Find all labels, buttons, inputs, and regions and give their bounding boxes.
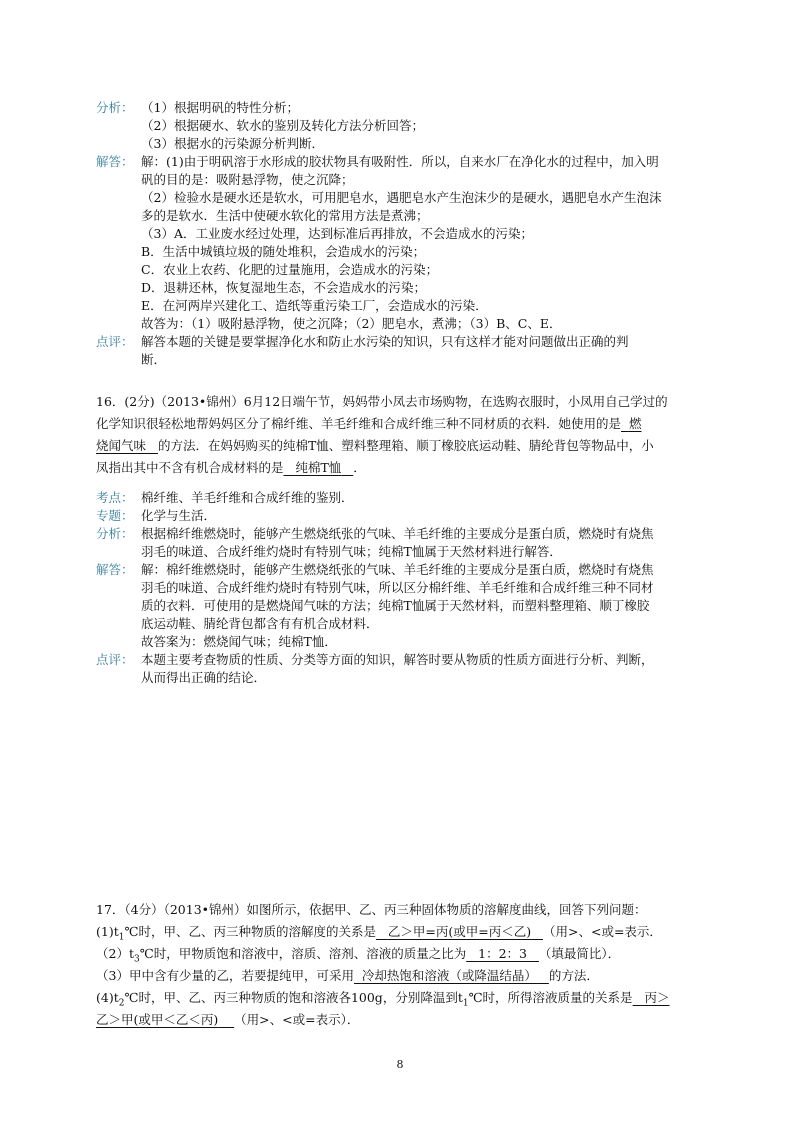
q17-part-1-subscript: 1	[118, 932, 125, 943]
analysis-label: 分析：	[96, 100, 134, 115]
q16-stem-end: ．	[353, 460, 366, 475]
q16-stem-text-3: 的方法．在妈妈购买的纯棉T恤、塑料整理箱、顺丁橡胶底运动鞋、腈纶背包等物品中，小	[157, 438, 654, 453]
q17-answer-blank-1	[376, 924, 543, 939]
q15-analysis-line-2: （2）根据硬水、软水的鉴别及转化方法分析回答；	[141, 118, 424, 133]
comment-label-2: 点评：	[96, 652, 134, 667]
q17-part-1-text: ℃时，甲、乙、丙三种物质的溶解度的关系是	[124, 924, 376, 939]
q15-answer-line-10: 故答为：（1）吸附悬浮物，使之沉降；（2）肥皂水，煮沸；（3）B、C、E．	[141, 316, 562, 331]
q15-comment-line-2: 断．	[141, 352, 167, 367]
q17-answer-blank-3-text: 冷却热饱和溶液（或降温结晶）	[361, 968, 537, 983]
q17-part-2-subscript: 3	[133, 954, 140, 965]
q15-answer-line-8: D．退耕还林，恢复湿地生态，不会造成水的污染；	[141, 280, 427, 295]
topic-label: 专题：	[96, 508, 134, 523]
q15-answer-line-9: E．在河两岸兴建化工、造纸等重污染工厂，会造成水的污染．	[141, 298, 488, 313]
page-number: 8	[396, 1058, 404, 1071]
comment-label: 点评：	[96, 334, 134, 349]
q16-point: 棉纤维、羊毛纤维和合成纤维的鉴别．	[141, 490, 354, 505]
q17-part-4-subscript-2: 1	[462, 998, 469, 1009]
q16-comment-line-2: 从而得出正确的结论．	[141, 670, 267, 685]
q15-analysis-line-1: （1）根据明矾的特性分析；	[141, 100, 299, 115]
q16-answer-line-2: 羽毛的味道、合成纤维灼烧时有特别气味，所以区分棉纤维、羊毛纤维和合成纤维三种不同材	[141, 580, 654, 595]
q15-answer-line-3: （2）检验水是硬水还是软水，可用肥皂水，遇肥皂水产生泡沫少的是硬水，遇肥皂水产生泡沫	[141, 190, 662, 205]
q15-answer-line-5: （3）A．工业废水经过处理，达到标准后再排放，不会造成水的污染；	[141, 226, 533, 241]
q17-answer-blank-2	[466, 946, 539, 961]
q16-answer-blank-2	[284, 460, 354, 475]
q16-answer-blank-1	[621, 416, 641, 431]
q17-part-4-text: ℃时，甲、乙、丙三种物质的饱和溶液各100g，分别降温到t	[124, 990, 463, 1005]
q15-answer-line-1: 解：(1)由于明矾溶于水形成的胶状物具有吸附性．所以，自来水厂在净化水的过程中，加入明	[141, 154, 659, 169]
q17-part-3	[96, 966, 599, 986]
q16-answer-blank-1-text: 燃	[628, 416, 642, 431]
q15-analysis-line-3: （3）根据水的污染源分析判断．	[141, 136, 324, 151]
q16-analysis-line-1: 根据棉纤维燃烧时，能够产生燃烧纸张的气味、羊毛纤维的主要成分是蛋白质，燃烧时有烧焦	[141, 526, 654, 541]
q17-part-4-cont	[96, 1010, 359, 1030]
q16-stem-text-4: 凤指出其中不含有机合成材料的是	[96, 460, 284, 475]
q15-answer-line-2: 矾的目的是：吸附悬浮物，使之沉降；	[141, 172, 354, 187]
q17-answer-blank-4-cont	[96, 1012, 234, 1027]
q17-answer-blank-4	[633, 990, 670, 1005]
q16-answer-line-5: 故答案为：燃烧闻气味；纯棉T恤．	[141, 634, 337, 649]
answer-label-2: 解答：	[96, 562, 134, 577]
q17-part-4-suffix: （用>、<或=表示）．	[234, 1012, 360, 1027]
point-label: 考点：	[96, 490, 134, 505]
q17-answer-blank-2-text: 1：2：3	[478, 946, 527, 961]
q16-stem-line-1: 16．(2分)（2013•锦州）6月12日端午节，妈妈带小凤去市场购物，在选购衣服时，小凤用自己学过的	[96, 394, 668, 409]
q15-comment-line-1: 解答本题的关键是要掌握净化水和防止水污染的知识，只有这样才能对问题做出正确的判	[141, 334, 629, 349]
q16-stem-text: 化学知识很轻松地帮妈妈区分了棉纤维、羊毛纤维和合成纤维三种不同材质的衣料．她使用的是	[96, 416, 622, 431]
q17-answer-blank-3	[354, 968, 549, 983]
q16-stem-line-3	[96, 436, 654, 456]
q15-answer-line-6: B．生活中城镇垃圾的随处堆积，会造成水的污染；	[141, 244, 426, 259]
q15-answer-line-4: 多的是软水．生活中使硬水软化的常用方法是煮沸；	[141, 208, 429, 223]
q16-answer-line-3: 质的衣料．可使用的是燃烧闻气味的方法；纯棉T恤属于天然材料，而塑料整理箱、顺丁橡胶	[141, 598, 650, 613]
q17-answer-blank-4-text: 丙＞	[644, 990, 670, 1005]
q17-part-3-suffix: 的方法．	[548, 968, 599, 983]
q16-answer-blank-1-cont	[96, 438, 158, 453]
q15-answer-line-7: C．农业上农药、化肥的过量施用，会造成水的污染；	[141, 262, 439, 277]
q17-part-2-suffix: （填最简比）．	[538, 946, 621, 961]
q16-stem-line-4	[96, 458, 366, 478]
q16-analysis-line-2: 羽毛的味道、合成纤维灼烧时有特别气味；纯棉T恤属于天然材料进行解答．	[141, 544, 562, 559]
q17-part-1-prefix: (1)t	[96, 924, 119, 939]
q17-answer-blank-1-text: 乙＞甲=丙(或甲=丙＜乙)	[387, 924, 532, 939]
q16-answer-line-4: 底运动鞋、腈纶背包都含有有机合成材料．	[141, 616, 379, 631]
q16-topic: 化学与生活．	[141, 508, 217, 523]
q17-part-4-subscript: 2	[118, 998, 125, 1009]
q17-part-1-suffix: （用>、<或=表示．	[543, 924, 662, 939]
q16-answer-line-1: 解：棉纤维燃烧时，能够产生燃烧纸张的气味、羊毛纤维的主要成分是蛋白质，燃烧时有烧焦	[141, 562, 654, 577]
q16-stem-line-2	[96, 414, 641, 434]
q17-part-2-prefix: （2）t	[96, 946, 134, 961]
q17-answer-blank-4-cont-text: 乙＞甲(或甲＜乙＜丙)	[96, 1012, 219, 1027]
q17-part-4-prefix: (4)t	[96, 990, 119, 1005]
q16-comment-line-1: 本题主要考查物质的性质、分类等方面的知识，解答时要从物质的性质方面进行分析、判断，	[141, 652, 654, 667]
q16-answer-blank-1-cont-text: 烧闻气味	[96, 438, 147, 453]
q17-part-2-text: ℃时，甲物质饱和溶液中，溶质、溶剂、溶液的质量之比为	[139, 946, 467, 961]
q17-part-4-text-2: ℃时，所得溶液质量的关系是	[468, 990, 633, 1005]
q17-stem-line-1: 17．（4分）（2013•锦州）如图所示，依据甲、乙、丙三种固体物质的溶解度曲线，回答下列问题：	[96, 902, 647, 917]
q16-answer-blank-2-text: 纯棉T恤	[295, 460, 342, 475]
q17-part-3-text: （3）甲中含有少量的乙，若要提纯甲，可采用	[96, 968, 354, 983]
analysis-label-2: 分析：	[96, 526, 134, 541]
answer-label: 解答：	[96, 154, 134, 169]
